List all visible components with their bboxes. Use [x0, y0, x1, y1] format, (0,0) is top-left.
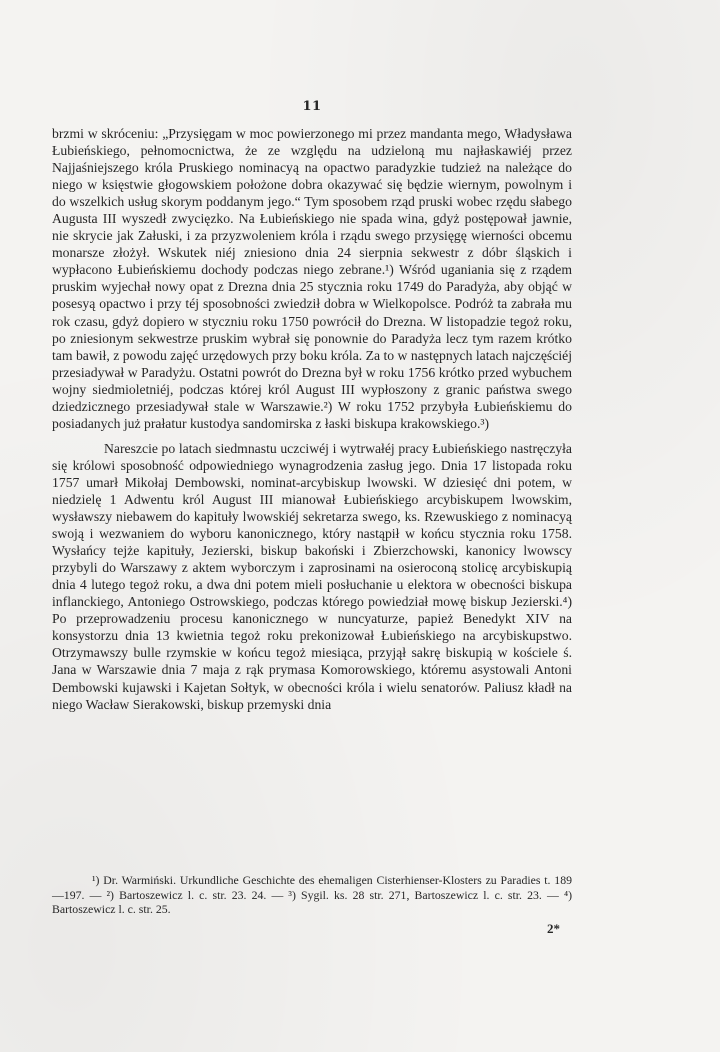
page-number: 11 [302, 99, 322, 114]
printer-signature-mark: 2* [547, 921, 560, 936]
paragraph-2: Nareszcie po latach siedmnastu uczciwéj i wytrwałéj pracy Łubieńskiego nastręczyła się królowi sposobność odpowiedniego wynagrodzenia zasług jego. Dnia 17 listopada roku 1757 umarł Mikołaj Dembowski, nominat-arcybiskup lwowski. W dziesięć dni potem, w niedzielę 1 Adwentu król August III mianował Łubieńskiego arcybiskupem lwowskim, wysławszy niebawem do kapituły lwowskiéj sekretarza swego, ks. Rzewuskiego z nominacyą swoją i wezwaniem do wyboru kanonicznego, który nastąpił w końcu stycznia roku 1758. Wysłańcy tejże kapituły, Jezierski, biskup bakoński i Zbierzchowski, kanonicy lwowscy przybyli do Warszawy z aktem wyborczym i zaprosinami na osieroconą stolicę arcybiskupią dnia 4 lutego tegoż roku, a dwa dni potem mieli posłuchanie u elektora w obecności biskupa inflanckiego, Antoniego Ostrowskiego, podczas którego powiedział mowę biskup Jezierski.⁴) Po przeprowadzeniu procesu kanonicznego w nuncyaturze, papież Benedykt XIV na konsystorzu dnia 13 kwietnia tegoż roku prekonizował Łubieńskiego na arcybiskupstwo. Otrzymawszy bulle rzymskie w końcu tegoż miesiąca, przyjął sakrę biskupią w kościele ś. Jana w Warszawie dnia 7 maja z rąk prymasa Komorowskiego, któremu asystowali Antoni Dembowski kujawski i Kajetan Sołtyk, w obecności króla i wielu senatorów. Paliusz kładł na niego Wacław Sierakowski, biskup przemyski dnia [52, 440, 572, 712]
footnote-text: ¹) Dr. Warmiński. Urkundliche Geschichte des ehemaligen Cisterhienser-Klosters zu Paradies t. 189—197. — ²) Bartoszewicz l. c. str. 23. 24. — ³) Sygil. ks. 28 str. 271, Bartoszewicz l. c. str. 23. — ⁴) Bartoszewicz l. c. str. 25. [52, 873, 572, 917]
footnotes [52, 873, 572, 917]
main-text [52, 125, 572, 713]
paragraph-1: brzmi w skróceniu: „Przysięgam w moc powierzonego mi przez mandanta mego, Władysława Łubieńskiego, pełnomocnictwa, że ze względu na udzieloną mu najłaskawiéj przez Najjaśniejszego króla Pruskiego nominacyą na opactwo paradyzkie tudzież na należące do niego w księstwie głogowskiem położone dobra okazywać się będzie wiernym, powolnym i do wszelkich usług skorym poddanym jego.“ Tym sposobem rząd pruski wobec rzędu słabego Augusta III wyszedł zwycięzko. Na Łubieńskiego nie spada wina, gdyż postępował jawnie, nie skrycie jak Załuski, i za przyzwoleniem króla i rządu swego przysięgę wierności obcemu monarsze złożył. Wskutek niéj zniesiono dnia 24 sierpnia sekwestr z dóbr śląskich i wypłacono Łubieńskiemu dochody podczas niego zebrane.¹) Wśród uganiania się z rządem pruskim wyjechał nowy opat z Drezna dnia 25 stycznia roku 1749 do Paradyża, aby objąć w posesyą opactwo i przy téj sposobności zwiedził dobra w Wielkopolsce. Podróż ta zabrała mu rok czasu, gdyż dopiero w styczniu roku 1750 powrócił do Drezna. W listopadzie tegoż roku, po zniesionym sekwestrze pruskim wybrał się ponownie do Paradyża lecz tym razem krótko tam bawił, z powodu zajęć urzędowych przy boku króla. Za to w następnych latach najczęściéj przesiadywał w Paradyżu. Ostatni powrót do Drezna był w roku 1756 krótko przed wybuchem wojny siedmioletniéj, podczas której król August III wypłoszony z granic państwa swego dziedzicznego przesiadywał stale w Warszawie.²) W roku 1752 przybyła Łubieńskiemu do posiadanych już prałatur kustodya sandomirska z łaski biskupa krakowskiego.³) [52, 126, 572, 431]
